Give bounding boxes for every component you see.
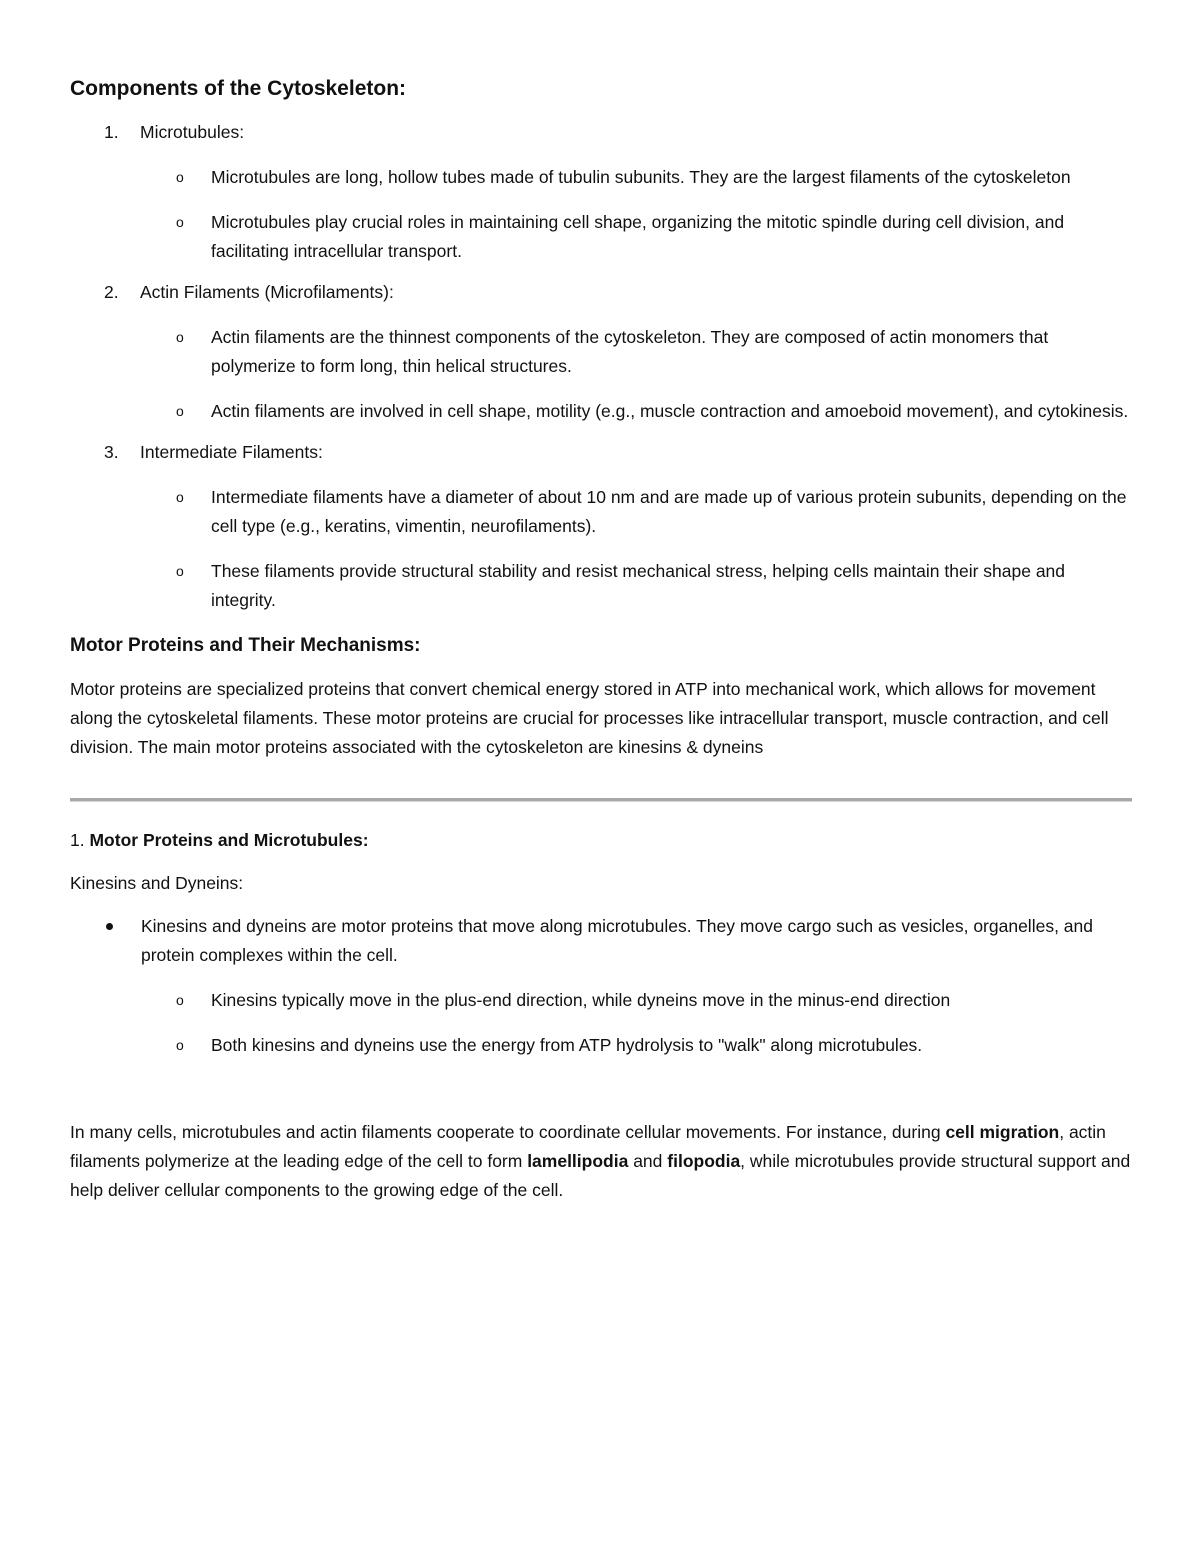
closing-bold-term: lamellipodia <box>527 1151 629 1171</box>
sub-item-text: Actin filaments are the thinnest components of the cytoskeleton. They are composed of actin monomers that polymerize to form long, thin helical structures. <box>211 327 1049 376</box>
sub-list <box>70 483 1132 615</box>
sub-item-text: Microtubules are long, hollow tubes made of tubulin subunits. They are the largest filaments of the cytoskeleton <box>211 167 1071 187</box>
closing-bold-term: filopodia <box>667 1151 741 1171</box>
list-item-title: Intermediate Filaments: <box>140 442 323 462</box>
sub-item-text: Intermediate filaments have a diameter of about 10 nm and are made up of various protein subunits, depending on the cell type (e.g., keratins, vimentin, neurofilaments). <box>211 487 1127 536</box>
motor-proteins-heading: Motor Proteins and Their Mechanisms: <box>70 635 421 656</box>
sub-list-item <box>70 208 1132 266</box>
section-title <box>70 826 1132 855</box>
sub-item-text: Actin filaments are involved in cell shape, motility (e.g., muscle contraction and amoeboid movement), and cytokinesis. <box>211 401 1129 421</box>
sub-list-item <box>70 163 1132 192</box>
sub-list <box>70 323 1132 426</box>
section-number: 1. <box>70 830 85 850</box>
section-title-text: Motor Proteins and Microtubules: <box>89 830 369 850</box>
sub-item-text: Both kinesins and dyneins use the energy from ATP hydrolysis to "walk" along microtubules. <box>211 1035 923 1055</box>
closing-paragraph <box>70 1118 1132 1205</box>
circle-bullet-icon: o <box>176 992 184 1008</box>
circle-bullet-icon: o <box>176 214 184 230</box>
list-item-microtubules <box>70 118 1132 147</box>
bullet-icon <box>106 923 113 930</box>
sub-list-item <box>70 323 1132 381</box>
sub-item-text: Kinesins typically move in the plus-end direction, while dyneins move in the minus-end direction <box>211 990 951 1010</box>
closing-bold-term: cell migration <box>945 1122 1060 1142</box>
list-item-title: Actin Filaments (Microfilaments): <box>140 282 394 302</box>
bullet-list-item <box>70 912 1132 970</box>
sub-list-item <box>70 397 1132 426</box>
sub-list <box>70 986 1132 1060</box>
sub-item-text: These filaments provide structural stability and resist mechanical stress, helping cells maintain their shape and integrity. <box>211 561 1066 610</box>
closing-text: In many cells, microtubules and actin filaments cooperate to coordinate cellular movements. For instance, during <box>70 1122 946 1142</box>
sub-item-text: Microtubules play crucial roles in maintaining cell shape, organizing the mitotic spindle during cell division, and facilitating intracellular transport. <box>211 212 1065 261</box>
horizontal-divider <box>70 798 1132 802</box>
sub-list-item <box>70 986 1132 1015</box>
sub-list-item <box>70 483 1132 541</box>
document-page <box>70 72 1132 1205</box>
list-number: 1. <box>104 122 119 142</box>
list-item-intermediate-filaments <box>70 438 1132 467</box>
motor-proteins-paragraph: Motor proteins are specialized proteins that convert chemical energy stored in ATP into mechanical work, which allows for movement along the cytoskeletal filaments. These motor proteins are crucial for processes like intracellular transport, muscle contraction, and cell division. The main motor proteins associated with the cytoskeleton are kinesins & dyneins <box>70 679 1109 757</box>
closing-text: and <box>628 1151 668 1171</box>
list-number: 2. <box>104 282 119 302</box>
bullet-item-text: Kinesins and dyneins are motor proteins that move along microtubules. They move cargo such as vesicles, organelles, and protein complexes within the cell. <box>141 916 1093 965</box>
list-item-actin-filaments <box>70 278 1132 307</box>
circle-bullet-icon: o <box>176 1037 184 1053</box>
sub-list-item <box>70 557 1132 615</box>
list-item-title: Microtubules: <box>140 122 245 142</box>
sub-list-item <box>70 1031 1132 1060</box>
circle-bullet-icon: o <box>176 563 184 579</box>
circle-bullet-icon: o <box>176 169 184 185</box>
circle-bullet-icon: o <box>176 489 184 505</box>
closing-text: , actin filaments polymerize at the leading edge of the cell to form <box>70 1122 1106 1171</box>
circle-bullet-icon: o <box>176 403 184 419</box>
circle-bullet-icon: o <box>176 329 184 345</box>
closing-text: , while microtubules provide structural support and help deliver cellular components to the growing edge of the cell. <box>70 1151 1131 1200</box>
components-heading: Components of the Cytoskeleton: <box>70 77 407 100</box>
section-subtitle: Kinesins and Dyneins: <box>70 873 244 893</box>
list-number: 3. <box>104 442 119 462</box>
sub-list <box>70 163 1132 266</box>
